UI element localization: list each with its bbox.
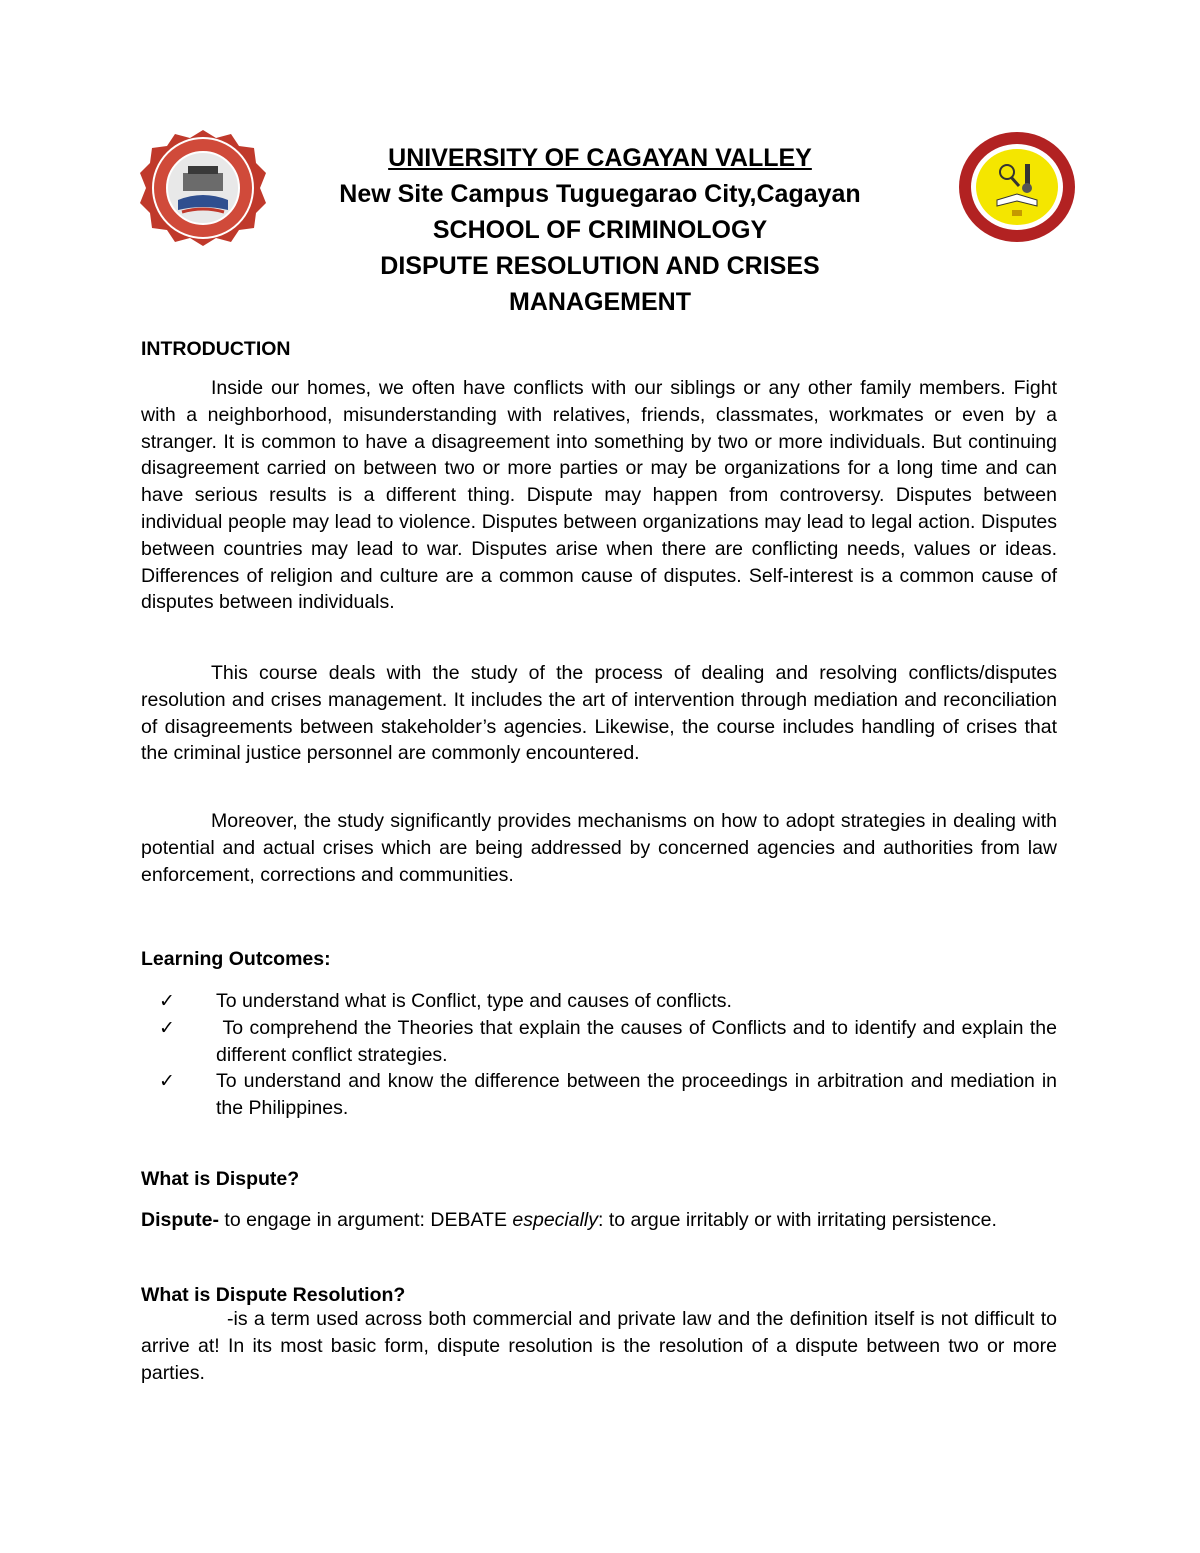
outcome-text: To understand what is Conflict, type and causes of conflicts. bbox=[216, 990, 732, 1012]
list-item bbox=[141, 1068, 1057, 1122]
intro-paragraph-1 bbox=[141, 375, 1057, 616]
checkmark-icon: ✓ bbox=[159, 1070, 175, 1093]
learning-outcomes-list bbox=[141, 988, 1063, 1122]
university-name: UNIVERSITY OF CAGAYAN VALLEY bbox=[388, 144, 812, 172]
introduction-heading: INTRODUCTION bbox=[141, 338, 291, 360]
list-item bbox=[141, 988, 1057, 1015]
dispute-resolution-definition bbox=[141, 1306, 1057, 1386]
outcome-text: To comprehend the Theories that explain the causes of Conflicts and to identify and explain the different conflict strategies. bbox=[216, 1016, 1063, 1066]
what-is-dispute-resolution-heading: What is Dispute Resolution? bbox=[141, 1284, 406, 1306]
campus-line: New Site Campus Tuguegarao City,Cagayan bbox=[339, 180, 861, 208]
list-item bbox=[141, 1015, 1063, 1069]
document-header bbox=[0, 140, 1200, 320]
checkmark-icon: ✓ bbox=[159, 1016, 175, 1039]
school-name: SCHOOL OF CRIMINOLOGY bbox=[432, 216, 768, 244]
intro-paragraph-3 bbox=[141, 808, 1057, 888]
intro-paragraph-2 bbox=[141, 660, 1057, 767]
definition-text bbox=[141, 1207, 1057, 1234]
learning-outcomes-heading: Learning Outcomes: bbox=[141, 948, 331, 970]
dispute-definition bbox=[141, 1207, 1057, 1234]
checkmark-icon: ✓ bbox=[159, 990, 175, 1012]
paragraph-text: Moreover, the study significantly provides mechanisms on how to adopt strategies in dealing with potential and actual crises which are being addressed by concerned agencies and authorities from law enforcement, corrections and communities. bbox=[141, 810, 1057, 886]
course-title-line2: MANAGEMENT bbox=[509, 288, 691, 316]
paragraph-text: Inside our homes, we often have conflicts with our siblings or any other family members. Fight with a neighborhood, misunderstanding with relatives, friends, classmates, workmates or even by a stranger. It is common to have a disagreement into something by two or more individuals. But continuing disagreement carried on between two or more parties or may be organizations for a long time and can have serious results is a different thing. Dispute may happen from controversy. Disputes between individual people may lead to violence. Disputes between organizations may lead to legal action. Disputes between countries may lead to war. Disputes arise when there are conflicting needs, values or ideas. Differences of religion and culture are a common cause of disputes. Self-interest is a common cause of disputes between individuals. bbox=[141, 377, 1057, 614]
course-title-line1: DISPUTE RESOLUTION AND CRISES bbox=[380, 252, 820, 280]
outcome-text: To understand and know the difference between the proceedings in arbitration and mediation in the Philippines. bbox=[216, 1070, 1057, 1120]
what-is-dispute-heading: What is Dispute? bbox=[141, 1168, 300, 1190]
definition-part1: to engage in argument: DEBATE bbox=[219, 1209, 513, 1231]
definition-term: Dispute- bbox=[141, 1209, 219, 1231]
definition-text: -is a term used across both commercial and private law and the definition itself is not difficult to arrive at! In its most basic form, dispute resolution is the resolution of a dispute between two or more parties. bbox=[141, 1308, 1057, 1384]
definition-italic: especially bbox=[512, 1209, 599, 1231]
paragraph-text: This course deals with the study of the process of dealing and resolving conflicts/disputes resolution and crises management. It includes the art of intervention through mediation and reconciliation of disagreements between stakeholder’s agencies. Likewise, the course includes handling of crises that the criminal justice personnel are commonly encountered. bbox=[141, 662, 1057, 765]
definition-part2: : to argue irritably or with irritating persistence. bbox=[598, 1209, 997, 1231]
